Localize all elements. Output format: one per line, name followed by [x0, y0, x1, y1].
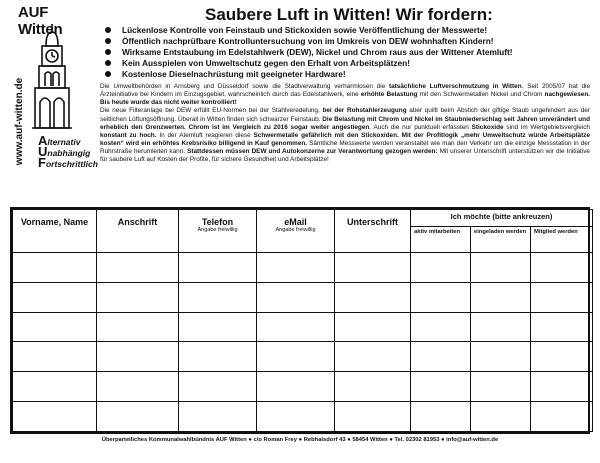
checkbox-cell[interactable] [531, 402, 593, 432]
acronym-line: Alternativ [38, 133, 81, 148]
entry-cell[interactable] [335, 402, 411, 432]
checkbox-cell[interactable] [471, 402, 531, 432]
checkbox-cell[interactable] [531, 372, 593, 402]
text-run: . Auch die nur punktuell erfassten [369, 123, 472, 131]
footer-contact: Überparteiliches Kommunalwahlbündnis AUF Witten ● c/o Roman Frey ● Rebhalsdorf 43 ● 58454 Witten ● Tel. 02302 81953 ● info@auf-witten.de [101, 437, 499, 443]
checkbox-cell[interactable] [471, 372, 531, 402]
signature-row [13, 253, 593, 283]
body-paragraph [100, 107, 590, 164]
text-run: tatsächliche Luftverschmutzung in Witten [388, 83, 522, 90]
text-run: Die Umweltbehörden in Arnsberg und Düsseldorf sowie die Stadtverwaltung verharmlosen die [100, 83, 389, 90]
text-run: . Seit 2005/07 hat die Ärzteinitiative bei Kindern im Einzugsgebiet, wahrscheinlich durch das Edelstahlwerk, eine [100, 83, 591, 99]
text-run: sind im Wertgebietsvergleich [503, 123, 590, 131]
entry-cell[interactable] [97, 372, 179, 402]
demand-item: Kostenlose Dieselnachrüstung mit geeigneter Hardware! [100, 69, 590, 80]
entry-cell[interactable] [257, 312, 335, 342]
entry-cell[interactable] [97, 282, 179, 312]
checkbox-cell[interactable] [531, 253, 593, 283]
text-run: nachgewiesen. Bis heute wurde das nicht weiter kontrolliert! [100, 91, 591, 107]
vertical-website-url: www.auf-witten.de [14, 77, 26, 166]
option-header-active: aktiv mitarbeiten [411, 227, 471, 253]
option-header-member: Mitglied werden [531, 227, 593, 253]
entry-cell[interactable] [179, 312, 257, 342]
checkbox-cell[interactable] [411, 342, 471, 372]
checkbox-cell[interactable] [471, 312, 531, 342]
logo-title: AUF Witten [18, 4, 63, 38]
column-header-name: Vorname, Name [13, 210, 97, 253]
text-run: Schwermetalle gefährlich mit den Stickoxiden. Mit der Profitlogik „mehr Umweltschutz würde Arbeitsplätze kosten“ wird ein erhöhtes Krebsrisiko billigend in Kauf genommen. [100, 131, 590, 148]
entry-cell[interactable] [257, 282, 335, 312]
text-run: Stattdessen müssen DEW und Autokonzerne zur Verantwortung gezogen werden: [187, 148, 438, 156]
text-run: Stickoxide [471, 123, 504, 131]
town-hall-tower-icon [30, 22, 74, 134]
logo-column [4, 4, 96, 200]
acronym-line: Fortschrittlich [38, 155, 98, 170]
text-run: mit den Schwermetallen Nickel und Chrom [417, 91, 545, 99]
signature-table [12, 209, 593, 432]
entry-cell[interactable] [179, 253, 257, 283]
column-header-address: Anschrift [97, 210, 179, 253]
entry-cell[interactable] [179, 282, 257, 312]
signature-row [13, 342, 593, 372]
text-run: Die Belastung mit Chrom und Nickel im Staubniederschlag seit Jahren unverändert und erheblich den Grenzwerten. Chrom ist im Vergleich zu 2016 sogar weiter angestiegen [100, 115, 590, 131]
signature-row [13, 312, 593, 342]
column-header-signature: Unterschrift [335, 210, 411, 253]
entry-cell[interactable] [335, 253, 411, 283]
column-header-phone: Telefon Angabe freiwillig [179, 210, 257, 253]
column-header-email: eMail Angabe freiwillig [257, 210, 335, 253]
text-run: Die neue Filteranlage bei DEW erfüllt EU-Normen bei der Stahlveredelung, [100, 107, 323, 115]
signature-row [13, 402, 593, 432]
demand-item: Lückenlose Kontrolle von Feinstaub und Stickoxiden sowie Veröffentlichung der Messwerte! [100, 25, 590, 36]
text-run: aber quillt beim Abstich der giftige Staub ungehindert aus der seitlichen Lüftungsöffnung. Überall in Witten finden sich schwarzer Feinstaub. [100, 107, 590, 123]
checkbox-cell[interactable] [531, 312, 593, 342]
text-run: erhöhte Belastung [360, 91, 418, 99]
checkbox-cell[interactable] [531, 342, 593, 372]
checkbox-cell[interactable] [411, 372, 471, 402]
options-header: Ich möchte (bitte ankreuzen) [411, 210, 593, 227]
checkbox-cell[interactable] [471, 282, 531, 312]
entry-cell[interactable] [257, 372, 335, 402]
entry-cell[interactable] [179, 372, 257, 402]
demand-item: Öffentlich nachprüfbare Kontrolluntersuchung von im Umkreis von DEW wohnhaften Kindern! [100, 36, 590, 47]
entry-cell[interactable] [97, 312, 179, 342]
entry-cell[interactable] [97, 342, 179, 372]
checkbox-cell[interactable] [411, 402, 471, 432]
entry-cell[interactable] [97, 402, 179, 432]
demand-item: Kein Ausspielen von Umweltschutz gegen den Erhalt von Arbeitsplätzen! [100, 58, 590, 69]
demand-item: Wirksame Entstaubung im Edelstahlwerk (DEW), Nickel und Chrom raus aus der Wittener Atemluft! [100, 47, 590, 58]
text-run: Mit unserer Unterschrift unterstützen wir die Initiative für saubere Luft auf Kosten der Profite, für sichere Gesundheit und Arbeitsplätze! [100, 148, 590, 164]
text-run: Sämtliche Messwerte werden veranstaltet wie man den Verkehr um die einzige Messstation in der Ruhrstraße herumleiten kann. [100, 140, 590, 156]
checkbox-cell[interactable] [411, 312, 471, 342]
entry-cell[interactable] [13, 282, 97, 312]
demands-list [100, 25, 590, 80]
entry-cell[interactable] [97, 253, 179, 283]
acronym-block [38, 133, 98, 170]
checkbox-cell[interactable] [471, 253, 531, 283]
entry-cell[interactable] [13, 372, 97, 402]
text-run: bei der Rohstahlerzeugung [322, 107, 407, 115]
entry-cell[interactable] [179, 342, 257, 372]
entry-cell[interactable] [179, 402, 257, 432]
checkbox-cell[interactable] [411, 282, 471, 312]
text-run: In der Atemluft reagieren diese [156, 131, 254, 139]
checkbox-cell[interactable] [531, 282, 593, 312]
entry-cell[interactable] [335, 282, 411, 312]
signature-row [13, 372, 593, 402]
entry-cell[interactable] [257, 402, 335, 432]
acronym-line: Unabhängig [38, 144, 91, 159]
entry-cell[interactable] [335, 312, 411, 342]
text-run: konstant zu hoch. [100, 131, 157, 139]
entry-cell[interactable] [257, 253, 335, 283]
entry-cell[interactable] [13, 253, 97, 283]
entry-cell[interactable] [335, 342, 411, 372]
body-paragraph [100, 83, 590, 107]
option-header-invited: eingeladen werden [471, 227, 531, 253]
entry-cell[interactable] [257, 342, 335, 372]
entry-cell[interactable] [13, 402, 97, 432]
body-text [100, 83, 590, 165]
headline: Saubere Luft in Witten! Wir fordern: [205, 5, 493, 24]
entry-cell[interactable] [13, 312, 97, 342]
entry-cell[interactable] [335, 372, 411, 402]
signature-row [13, 282, 593, 312]
checkbox-cell[interactable] [471, 342, 531, 372]
checkbox-cell[interactable] [411, 253, 471, 283]
signature-table-frame [10, 207, 590, 434]
entry-cell[interactable] [13, 342, 97, 372]
